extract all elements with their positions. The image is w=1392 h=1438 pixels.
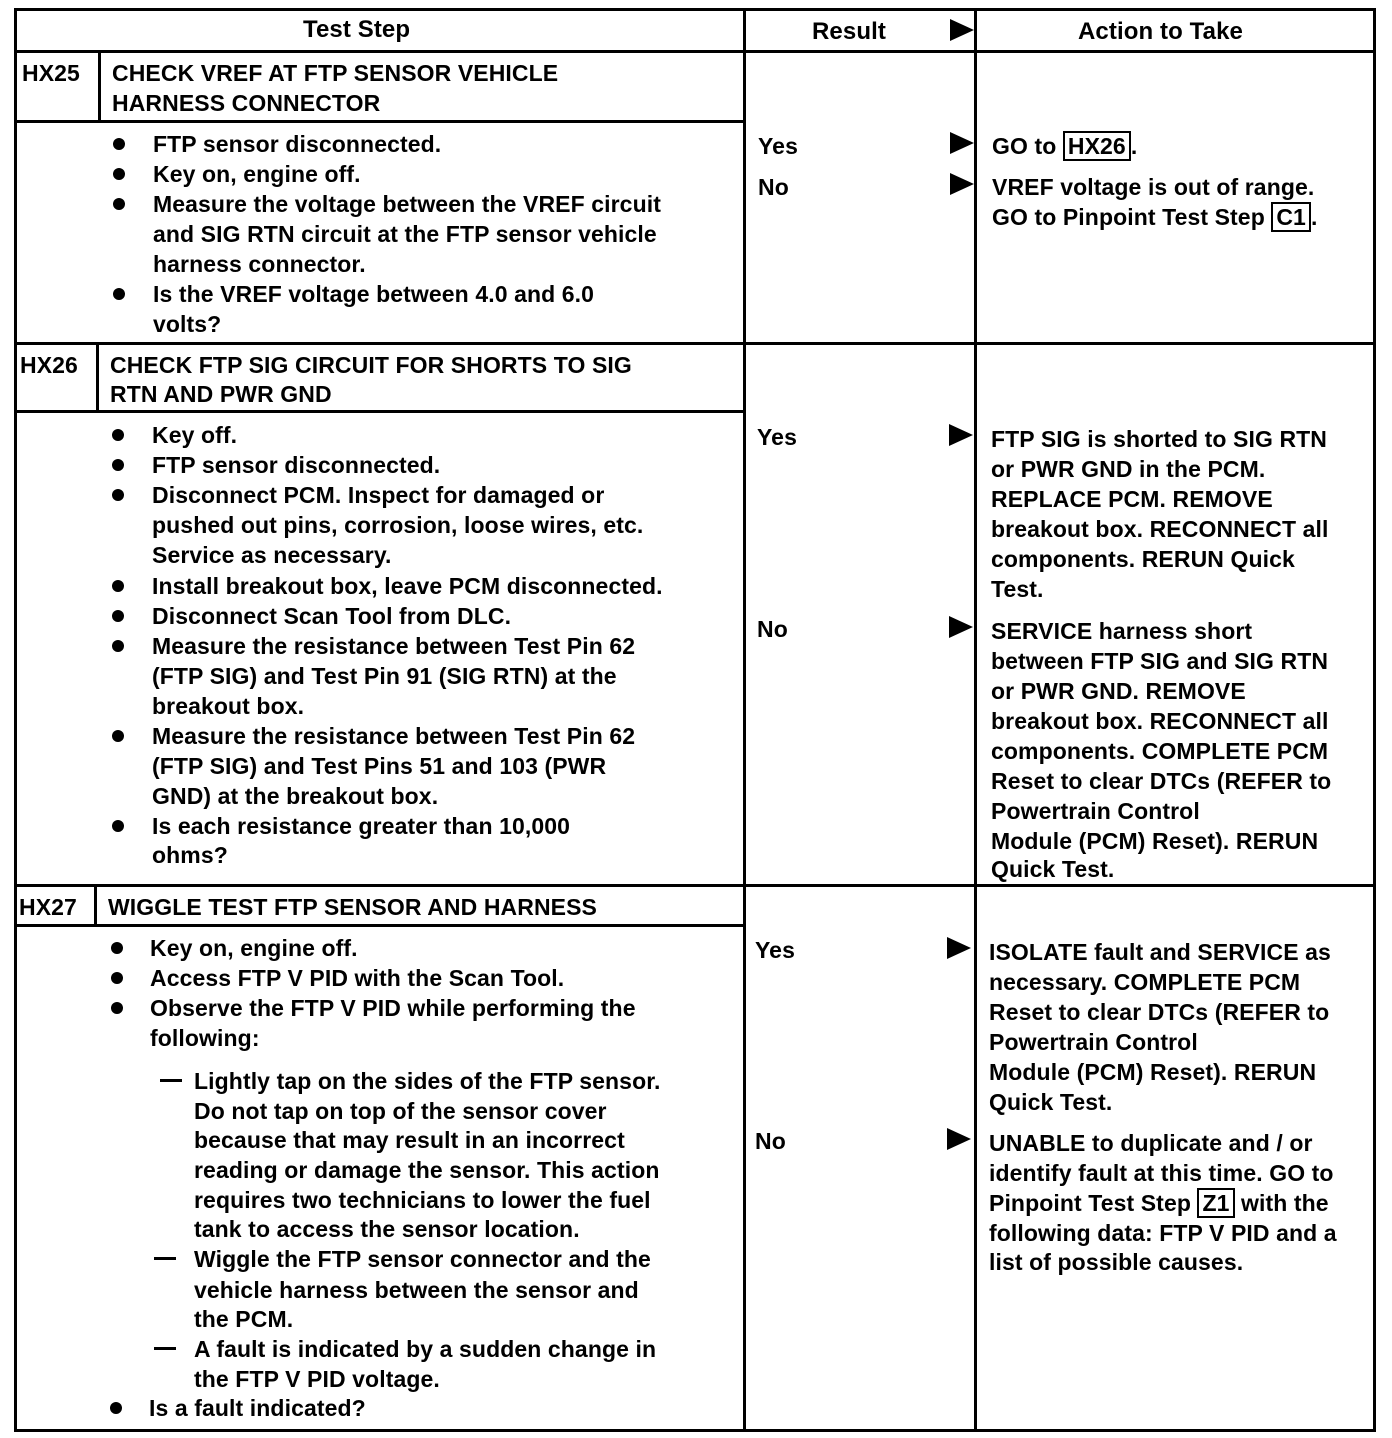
- step-text-line: harness connector.: [153, 251, 366, 277]
- step-text-line: Key on, engine off.: [150, 935, 358, 961]
- step-ref-link[interactable]: HX26: [1063, 131, 1131, 161]
- bullet-icon: [113, 288, 125, 300]
- action-yes-line: ISOLATE fault and SERVICE as: [989, 939, 1331, 965]
- row-divider-hx26: [14, 342, 1376, 345]
- action-yes-line: or PWR GND in the PCM.: [991, 456, 1266, 482]
- step-id-divider-hx26: [96, 342, 99, 413]
- step-text-line: FTP sensor disconnected.: [152, 452, 441, 478]
- row-divider-hx27: [14, 884, 1376, 887]
- result-yes: Yes: [757, 424, 797, 450]
- step-id: HX25: [22, 60, 80, 86]
- step-text-line: Do not tap on top of the sensor cover: [194, 1098, 607, 1124]
- action-text: with the: [1234, 1190, 1329, 1216]
- step-text-line: GND) at the breakout box.: [152, 783, 439, 809]
- step-title-underline-hx27: [14, 924, 743, 927]
- step-text-line: (FTP SIG) and Test Pins 51 and 103 (PWR: [152, 753, 607, 779]
- step-text-line: because that may result in an incorrect: [194, 1127, 625, 1153]
- bullet-icon: [110, 1402, 122, 1414]
- step-question-line: Is a fault indicated?: [149, 1395, 366, 1421]
- bullet-icon: [112, 640, 124, 652]
- bullet-icon: [111, 942, 123, 954]
- action-no-line: Quick Test.: [991, 856, 1115, 882]
- step-text-line: and SIG RTN circuit at the FTP sensor vehicle: [153, 221, 657, 247]
- bullet-icon: [113, 198, 125, 210]
- step-text-line: (FTP SIG) and Test Pin 91 (SIG RTN) at the: [152, 663, 617, 689]
- action-text: .: [1310, 204, 1318, 230]
- step-text-line: Install breakout box, leave PCM disconnected.: [152, 573, 663, 599]
- header-test-step: Test Step: [303, 16, 411, 43]
- step-text-line: Disconnect PCM. Inspect for damaged or: [152, 482, 605, 508]
- step-question-line: Is each resistance greater than 10,000: [152, 813, 571, 839]
- step-text-line: Disconnect Scan Tool from DLC.: [152, 603, 512, 629]
- step-text-line: tank to access the sensor location.: [194, 1216, 580, 1242]
- action-text: GO to Pinpoint Test Step: [992, 204, 1272, 230]
- step-text-line: Wiggle the FTP sensor connector and the: [194, 1246, 651, 1272]
- result-yes: Yes: [758, 133, 798, 159]
- action-yes-line: Reset to clear DTCs (REFER to: [989, 999, 1330, 1025]
- header-divider: [14, 50, 1376, 53]
- step-text-line: A fault is indicated by a sudden change in: [194, 1336, 657, 1362]
- step-ref-link[interactable]: C1: [1271, 202, 1311, 232]
- arrow-icon: [947, 1128, 971, 1150]
- result-yes: Yes: [755, 937, 795, 963]
- step-text-line: Lightly tap on the sides of the FTP sensor.: [194, 1068, 661, 1094]
- header-action: Action to Take: [1078, 18, 1243, 45]
- step-title-line: CHECK FTP SIG CIRCUIT FOR SHORTS TO SIG: [110, 352, 632, 378]
- action-yes-line: FTP SIG is shorted to SIG RTN: [991, 426, 1328, 452]
- step-text-line: Key on, engine off.: [153, 161, 361, 187]
- column-divider-action: [974, 8, 977, 1432]
- action-yes-line: components. RERUN Quick: [991, 546, 1295, 572]
- action-text: GO to: [992, 133, 1063, 159]
- step-question-line: volts?: [153, 311, 222, 337]
- header-arrow-icon: [950, 19, 974, 41]
- arrow-icon: [950, 132, 974, 154]
- action-no-line: Powertrain Control: [991, 798, 1200, 824]
- action-yes-line: Powertrain Control: [989, 1029, 1198, 1055]
- step-id-divider-hx25: [98, 50, 101, 122]
- action-no-line: following data: FTP V PID and a: [989, 1220, 1337, 1246]
- action-no-line: VREF voltage is out of range.: [992, 174, 1315, 200]
- action-no-line: or PWR GND. REMOVE: [991, 678, 1246, 704]
- action-yes-line: Module (PCM) Reset). RERUN: [989, 1059, 1317, 1085]
- step-question-line: ohms?: [152, 842, 228, 868]
- action-text: .: [1130, 133, 1138, 159]
- step-id-divider-hx27: [94, 884, 97, 927]
- step-text-line: Measure the resistance between Test Pin 62: [152, 723, 636, 749]
- action-no-line: [989, 1188, 1329, 1218]
- step-title-underline-hx26: [14, 410, 743, 413]
- step-title-line: RTN AND PWR GND: [110, 381, 332, 407]
- dash-icon: [154, 1347, 176, 1350]
- result-no: No: [755, 1128, 786, 1154]
- step-ref-link[interactable]: Z1: [1197, 1188, 1234, 1218]
- arrow-icon: [949, 616, 973, 638]
- result-no: No: [758, 174, 789, 200]
- bullet-icon: [113, 138, 125, 150]
- header-result: Result: [812, 18, 886, 45]
- step-text-line: FTP sensor disconnected.: [153, 131, 442, 157]
- step-text-line: reading or damage the sensor. This action: [194, 1157, 660, 1183]
- arrow-icon: [949, 424, 973, 446]
- bullet-icon: [112, 489, 124, 501]
- column-divider-result: [743, 8, 746, 1432]
- action-no-line: breakout box. RECONNECT all: [991, 708, 1329, 734]
- arrow-icon: [947, 937, 971, 959]
- action-yes-line: breakout box. RECONNECT all: [991, 516, 1329, 542]
- result-no: No: [757, 616, 788, 642]
- bullet-icon: [112, 459, 124, 471]
- action-no-line: list of possible causes.: [989, 1249, 1244, 1275]
- arrow-icon: [950, 173, 974, 195]
- bullet-icon: [112, 610, 124, 622]
- step-text-line: the FTP V PID voltage.: [194, 1366, 440, 1392]
- step-text-line: Key off.: [152, 422, 238, 448]
- step-text-line: Access FTP V PID with the Scan Tool.: [150, 965, 565, 991]
- dash-icon: [160, 1079, 182, 1082]
- step-text-line: Service as necessary.: [152, 542, 392, 568]
- action-yes-line: Quick Test.: [989, 1089, 1113, 1115]
- step-text-line: the PCM.: [194, 1306, 294, 1332]
- bullet-icon: [112, 820, 124, 832]
- bullet-icon: [111, 972, 123, 984]
- action-no-line: components. COMPLETE PCM: [991, 738, 1329, 764]
- step-text-line: Measure the resistance between Test Pin 62: [152, 633, 636, 659]
- table-border-right: [1373, 8, 1376, 1432]
- action-no-line: Reset to clear DTCs (REFER to: [991, 768, 1332, 794]
- step-text-line: Observe the FTP V PID while performing the: [150, 995, 636, 1021]
- step-title-line: HARNESS CONNECTOR: [112, 90, 381, 116]
- step-question-line: Is the VREF voltage between 4.0 and 6.0: [153, 281, 595, 307]
- step-text-line: Measure the voltage between the VREF circuit: [153, 191, 661, 217]
- action-yes: [992, 131, 1137, 161]
- table-border-left: [14, 8, 17, 1432]
- action-no-line: UNABLE to duplicate and / or: [989, 1130, 1313, 1156]
- table-border-bottom: [14, 1429, 1376, 1432]
- bullet-icon: [112, 730, 124, 742]
- bullet-icon: [112, 580, 124, 592]
- action-no-line: Module (PCM) Reset). RERUN: [991, 828, 1319, 854]
- step-id: HX27: [19, 894, 77, 920]
- step-text-line: vehicle harness between the sensor and: [194, 1277, 639, 1303]
- action-no-line: between FTP SIG and SIG RTN: [991, 648, 1329, 674]
- action-yes-line: Test.: [991, 576, 1044, 602]
- step-text-line: pushed out pins, corrosion, loose wires, etc.: [152, 512, 644, 538]
- bullet-icon: [111, 1002, 123, 1014]
- bullet-icon: [113, 168, 125, 180]
- step-text-line: breakout box.: [152, 693, 305, 719]
- action-text: Pinpoint Test Step: [989, 1190, 1198, 1216]
- dash-icon: [154, 1257, 176, 1260]
- action-yes-line: necessary. COMPLETE PCM: [989, 969, 1301, 995]
- step-id: HX26: [20, 352, 78, 378]
- action-no-line: SERVICE harness short: [991, 618, 1253, 644]
- bullet-icon: [112, 429, 124, 441]
- action-no-line: [992, 202, 1317, 232]
- step-title-line: CHECK VREF AT FTP SENSOR VEHICLE: [112, 60, 559, 86]
- action-no-line: identify fault at this time. GO to: [989, 1160, 1334, 1186]
- step-title-underline-hx25: [14, 120, 743, 123]
- step-text-line: requires two technicians to lower the fuel: [194, 1187, 651, 1213]
- step-text-line: following:: [150, 1025, 260, 1051]
- action-yes-line: REPLACE PCM. REMOVE: [991, 486, 1273, 512]
- table-border-top: [14, 8, 1376, 11]
- step-title-line: WIGGLE TEST FTP SENSOR AND HARNESS: [108, 894, 597, 920]
